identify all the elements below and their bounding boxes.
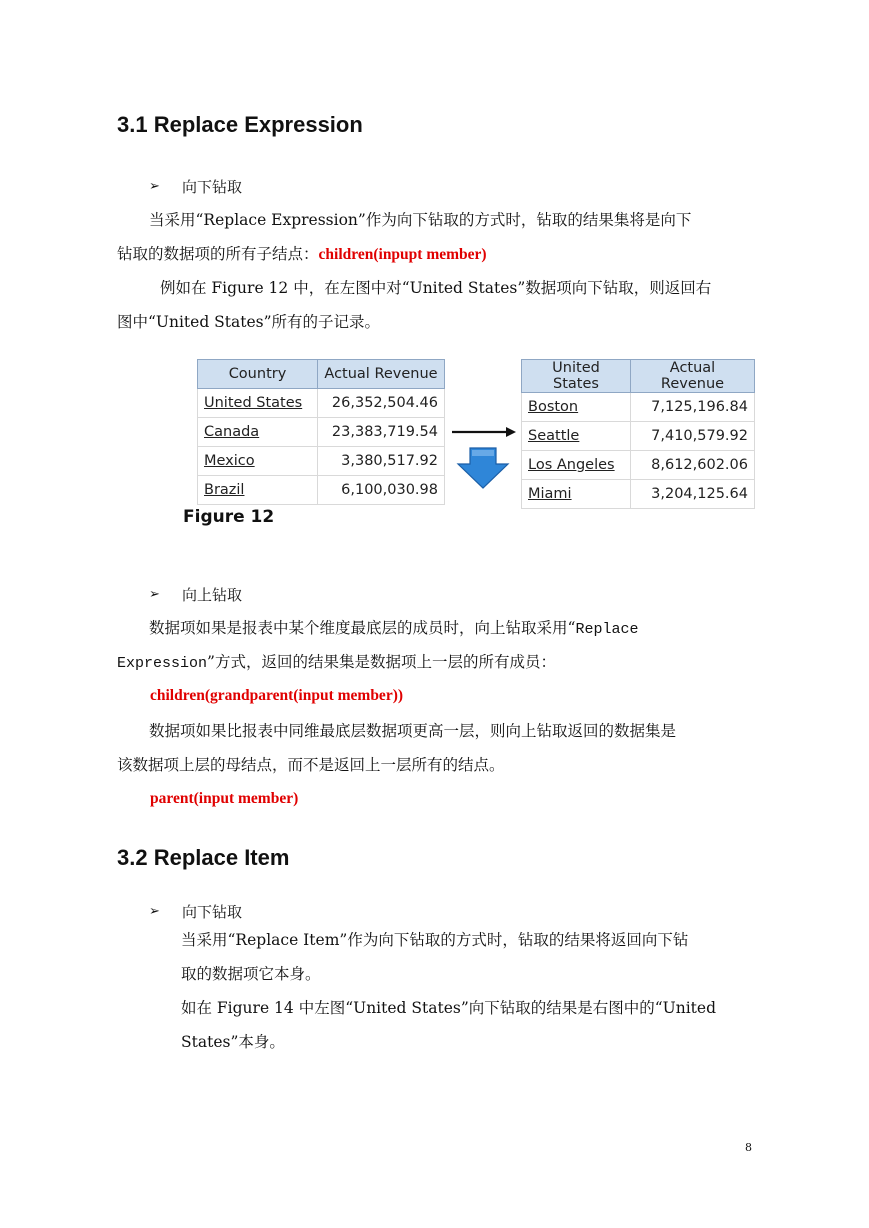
figure-left-table bbox=[197, 359, 445, 505]
revenue-value: 7,125,196.84 bbox=[631, 393, 755, 422]
paragraph-line bbox=[117, 645, 556, 681]
table-row bbox=[198, 476, 445, 505]
bullet-arrow-icon: ➢ bbox=[149, 904, 160, 919]
column-header: Country bbox=[198, 360, 318, 389]
paragraph-mono-text: Replace bbox=[575, 621, 639, 638]
revenue-value: 8,612,602.06 bbox=[631, 451, 755, 480]
bullet-drilldown-1 bbox=[149, 176, 242, 197]
paragraph-text: 数据项如果是报表中某个维度最底层的成员时，向上钻取采用“ bbox=[149, 619, 576, 637]
paragraph-line: 该数据项上层的母结点，而不是返回上一层所有的结点。 bbox=[117, 756, 505, 774]
section-heading-3-1: 3.1 Replace Expression bbox=[117, 112, 363, 137]
column-header: Actual Revenue bbox=[631, 360, 755, 393]
paragraph-line: 取的数据项它本身。 bbox=[181, 965, 321, 983]
city-link[interactable]: Seattle bbox=[522, 422, 631, 451]
paragraph-mono-text: Expression bbox=[117, 655, 208, 672]
table-row bbox=[198, 418, 445, 447]
table-header-row bbox=[522, 360, 755, 393]
right-arrow-icon bbox=[452, 427, 516, 437]
country-link[interactable]: Canada bbox=[198, 418, 318, 447]
revenue-value: 23,383,719.54 bbox=[318, 418, 445, 447]
paragraph-line: 当采用“Replace Item”作为向下钻取的方式时，钻取的结果将返回向下钻 bbox=[181, 931, 689, 949]
table-header-row bbox=[198, 360, 445, 389]
revenue-value: 3,380,517.92 bbox=[318, 447, 445, 476]
table-row bbox=[522, 451, 755, 480]
bullet-label: 向下钻取 bbox=[182, 178, 243, 196]
paragraph-line: 当采用“Replace Expression”作为向下钻取的方式时，钻取的结果集将是向下 bbox=[149, 211, 692, 229]
bullet-arrow-icon: ➢ bbox=[149, 179, 160, 194]
paragraph-line: 例如在 Figure 12 中，在左图中对“United States”数据项向下钻取，则返回右 bbox=[160, 279, 712, 297]
table-row bbox=[522, 393, 755, 422]
table-row bbox=[198, 447, 445, 476]
figure-caption: Figure 12 bbox=[183, 507, 275, 527]
down-arrow-icon bbox=[458, 448, 508, 488]
bullet-arrow-icon: ➢ bbox=[149, 587, 160, 602]
table-row bbox=[522, 480, 755, 509]
revenue-value: 6,100,030.98 bbox=[318, 476, 445, 505]
country-link[interactable]: Mexico bbox=[198, 447, 318, 476]
column-header: Actual Revenue bbox=[318, 360, 445, 389]
drill-arrows-graphic bbox=[450, 420, 518, 492]
figure-right-table bbox=[521, 359, 755, 509]
table-row bbox=[522, 422, 755, 451]
code-children-grandparent: children(grandparent(input member)) bbox=[150, 687, 404, 704]
bullet-label: 向上钻取 bbox=[182, 586, 243, 604]
code-children-input-member: children(inpupt member) bbox=[318, 246, 487, 263]
page-number: 8 bbox=[745, 1141, 752, 1154]
paragraph-line: 图中“United States”所有的子记录。 bbox=[117, 313, 381, 331]
paragraph-text: ”方式，返回的结果集是数据项上一层的所有成员： bbox=[207, 653, 556, 671]
revenue-value: 3,204,125.64 bbox=[631, 480, 755, 509]
column-header: United States bbox=[522, 360, 631, 393]
section-heading-3-2: 3.2 Replace Item bbox=[117, 845, 290, 870]
paragraph-text: 钻取的数据项的所有子结点： bbox=[117, 245, 319, 263]
paragraph-line: States”本身。 bbox=[181, 1033, 285, 1051]
code-parent-input-member: parent(input member) bbox=[150, 790, 299, 807]
bullet-label: 向下钻取 bbox=[182, 903, 243, 921]
revenue-value: 7,410,579.92 bbox=[631, 422, 755, 451]
paragraph-line bbox=[149, 611, 638, 647]
country-link[interactable]: Brazil bbox=[198, 476, 318, 505]
city-link[interactable]: Boston bbox=[522, 393, 631, 422]
bullet-drillup bbox=[149, 584, 242, 605]
paragraph-line: 如在 Figure 14 中左图“United States”向下钻取的结果是右图中的“United bbox=[181, 999, 717, 1017]
paragraph-line bbox=[117, 237, 487, 272]
bullet-drilldown-2 bbox=[149, 901, 242, 922]
city-link[interactable]: Los Angeles bbox=[522, 451, 631, 480]
revenue-value: 26,352,504.46 bbox=[318, 389, 445, 418]
city-link[interactable]: Miami bbox=[522, 480, 631, 509]
country-link[interactable]: United States bbox=[198, 389, 318, 418]
table-row bbox=[198, 389, 445, 418]
paragraph-line: 数据项如果比报表中同维最底层数据项更高一层，则向上钻取返回的数据集是 bbox=[149, 722, 677, 740]
